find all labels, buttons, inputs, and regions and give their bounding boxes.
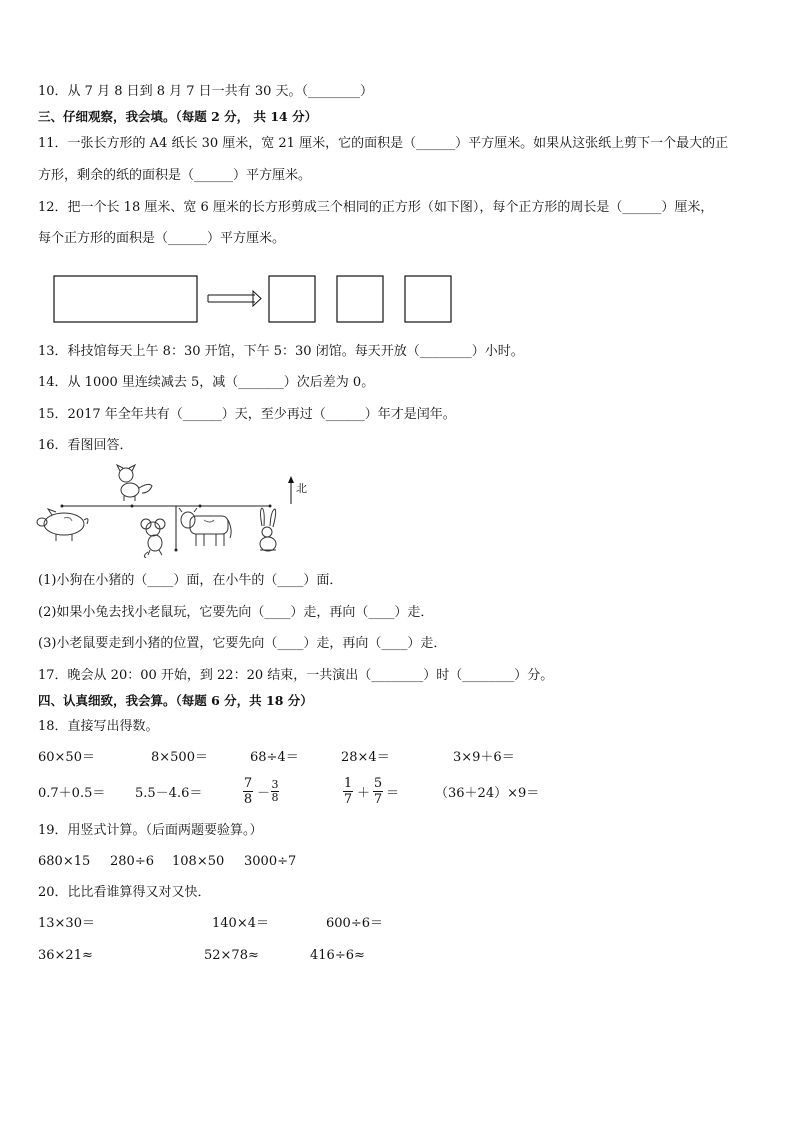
north-arrow-icon — [288, 476, 294, 504]
section-3-heading: 三、仔细观察，我会填。（每题 2 分， 共 14 分） — [38, 109, 318, 124]
q19-item-2: 280÷6 — [110, 854, 154, 869]
question-18: 18．直接写出得数。 — [38, 719, 159, 734]
square-2 — [337, 276, 383, 322]
question-16-part2: (2)如果小兔去找小老鼠玩，它要先向（____）走，再向（____）走． — [38, 605, 434, 620]
north-label: 北 — [296, 483, 307, 495]
question-14: 14．从 1000 里连续减去 5，减（_______）次后差为 0。 — [38, 375, 375, 390]
fraction-numerator: 3 — [271, 778, 279, 791]
q19-item-1: 680×15 — [38, 854, 91, 869]
question-17: 17．晚会从 20：00 开始，到 22：20 结束，一共演出（________）时（________）分。 — [38, 668, 554, 683]
q18-item-7: 5.5－4.6＝ — [135, 786, 203, 801]
q20-item-2: 140×4＝ — [212, 916, 269, 931]
question-19: 19．用竖式计算。（后面两题要验算。） — [38, 823, 263, 838]
fraction-numerator: 5 — [373, 776, 383, 791]
question-11-line2: 方形，剩余的纸的面积是（______）平方厘米。 — [38, 168, 312, 183]
q20-item-1: 13×30＝ — [38, 916, 95, 931]
question-10: 10．从 7 月 8 日到 8 月 7 日一共有 30 天。（________） — [38, 84, 373, 99]
question-16-part3: (3)小老鼠要走到小猪的位置，它要先向（____）走，再向（____）走． — [38, 636, 447, 651]
question-12-line1: 12．把一个长 18 厘米、宽 6 厘米的长方形剪成三个相同的正方形（如下图），每个正方形的周长是（______）厘米， — [38, 200, 714, 215]
section-4-heading: 四、认真细致，我会算。（每题 6 分，共 18 分） — [38, 693, 313, 708]
question-16-part1: (1)小狗在小猪的（____）面，在小牛的（____）面． — [38, 573, 343, 588]
long-rectangle — [54, 276, 197, 322]
q19-item-4: 3000÷7 — [244, 854, 297, 869]
fraction-denominator: 8 — [243, 792, 253, 807]
fraction-operator: － — [257, 786, 271, 801]
q18-item-1: 60×50＝ — [38, 750, 95, 765]
q20-item-4: 36×21≈ — [38, 948, 93, 963]
cow-icon — [179, 508, 231, 546]
rectangle-cut-figure — [50, 272, 460, 328]
q19-item-3: 108×50 — [172, 854, 225, 869]
animal-position-figure — [36, 462, 316, 558]
question-11-line1: 11．一张长方形的 A4 纸长 30 厘米，宽 21 厘米，它的面积是（______）平方厘米。如果从这张纸上剪下一个最大的正 — [38, 136, 729, 151]
question-16: 16．看图回答． — [38, 438, 133, 453]
question-15: 15．2017 年全年共有（______）天，至少再过（______）年才是闰年。 — [38, 407, 456, 422]
dog-icon — [117, 465, 152, 501]
question-13: 13．科技馆每天上午 8：30 开馆，下午 5：30 闭馆。每天开放（________）小时。 — [38, 344, 524, 359]
fraction-numerator: 7 — [243, 776, 253, 791]
q20-item-3: 600÷6＝ — [326, 916, 383, 931]
pig-icon — [37, 509, 88, 541]
fraction-denominator: 7 — [343, 792, 353, 807]
question-12-line2: 每个正方形的面积是（______）平方厘米。 — [38, 231, 286, 246]
q18-item-10: （36＋24）×9＝ — [435, 786, 540, 801]
q18-item-2: 8×500＝ — [151, 750, 208, 765]
mouse-icon — [141, 519, 165, 558]
rabbit-icon — [260, 508, 276, 551]
q18-item-5: 3×9＋6＝ — [453, 750, 515, 765]
q20-item-6: 416÷6≈ — [310, 948, 365, 963]
fraction-operator: ＋ — [357, 786, 371, 801]
fraction-numerator: 1 — [343, 776, 353, 791]
question-20: 20．比比看谁算得又对又快． — [38, 885, 211, 900]
fraction-denominator: 7 — [373, 792, 383, 807]
double-arrow-icon — [208, 291, 261, 306]
square-1 — [269, 276, 315, 322]
q18-item-3: 68÷4＝ — [250, 750, 299, 765]
q18-item-4: 28×4＝ — [341, 750, 390, 765]
square-3 — [405, 276, 451, 322]
q18-item-6: 0.7＋0.5＝ — [38, 786, 106, 801]
fraction-denominator: 8 — [271, 791, 279, 804]
fraction-equals: ＝ — [386, 786, 400, 801]
q20-item-5: 52×78≈ — [204, 948, 259, 963]
